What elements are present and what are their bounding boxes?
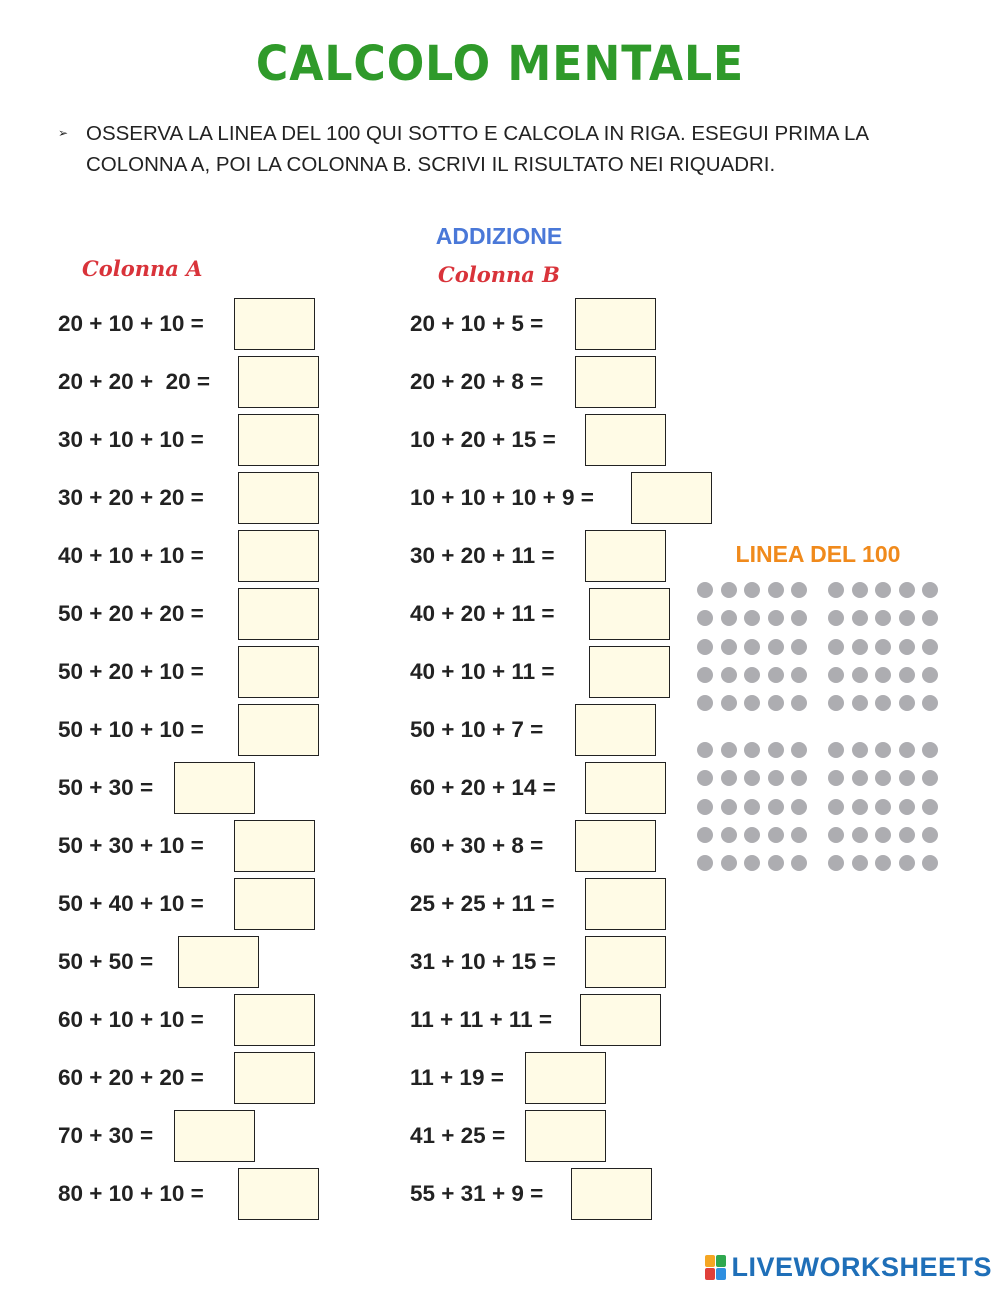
counting-dot-83 bbox=[875, 770, 891, 786]
counting-dot-20 bbox=[791, 667, 807, 683]
equation-b-7: 40 + 10 + 11 = bbox=[410, 659, 555, 684]
instruction bbox=[58, 118, 938, 180]
counting-dot-23 bbox=[744, 695, 760, 711]
counting-dot-91 bbox=[828, 827, 844, 843]
counting-dot-36 bbox=[828, 639, 844, 655]
counting-dot-75 bbox=[791, 855, 807, 871]
counting-dot-53 bbox=[744, 742, 760, 758]
counting-dot-96 bbox=[828, 855, 844, 871]
counting-dot-43 bbox=[875, 667, 891, 683]
counting-dot-52 bbox=[721, 742, 737, 758]
counting-dot-69 bbox=[768, 827, 784, 843]
counting-dot-37 bbox=[852, 639, 868, 655]
counting-dot-9 bbox=[768, 610, 784, 626]
counting-dot-41 bbox=[828, 667, 844, 683]
counting-dot-78 bbox=[875, 742, 891, 758]
linea-del-100-title: LINEA DEL 100 bbox=[735, 541, 901, 567]
answer-box-a-4[interactable] bbox=[238, 472, 319, 524]
counting-dot-66 bbox=[697, 827, 713, 843]
equation-a-16: 80 + 10 + 10 = bbox=[58, 1181, 204, 1206]
counting-dot-71 bbox=[697, 855, 713, 871]
counting-dot-34 bbox=[899, 610, 915, 626]
brand-name: LIVEWORKSHEETS bbox=[731, 1252, 992, 1282]
brand-mark-icon bbox=[705, 1255, 727, 1281]
counting-dot-16 bbox=[697, 667, 713, 683]
counting-dot-62 bbox=[721, 799, 737, 815]
equation-b-12: 31 + 10 + 15 = bbox=[410, 949, 556, 974]
counting-dot-81 bbox=[828, 770, 844, 786]
counting-dot-77 bbox=[852, 742, 868, 758]
counting-dot-33 bbox=[875, 610, 891, 626]
counting-dot-48 bbox=[875, 695, 891, 711]
counting-dot-54 bbox=[768, 742, 784, 758]
answer-box-a-9[interactable] bbox=[174, 762, 255, 814]
counting-dot-70 bbox=[791, 827, 807, 843]
equation-b-13: 11 + 11 + 11 = bbox=[410, 1007, 553, 1032]
equation-b-15: 41 + 25 = bbox=[410, 1123, 506, 1148]
counting-dot-100 bbox=[922, 855, 938, 871]
counting-dot-61 bbox=[697, 799, 713, 815]
counting-dot-99 bbox=[899, 855, 915, 871]
equation-a-5: 40 + 10 + 10 = bbox=[58, 543, 204, 568]
counting-dot-90 bbox=[922, 799, 938, 815]
answer-box-b-7[interactable] bbox=[589, 646, 670, 698]
counting-dot-12 bbox=[721, 639, 737, 655]
column-a-label: Colonna A bbox=[82, 256, 203, 281]
counting-dot-2 bbox=[721, 582, 737, 598]
answer-box-b-10[interactable] bbox=[575, 820, 656, 872]
counting-dot-28 bbox=[875, 582, 891, 598]
counting-dot-40 bbox=[922, 639, 938, 655]
counting-dot-18 bbox=[744, 667, 760, 683]
counting-dot-24 bbox=[768, 695, 784, 711]
counting-dot-76 bbox=[828, 742, 844, 758]
counting-dot-51 bbox=[697, 742, 713, 758]
equation-b-3: 10 + 20 + 15 = bbox=[410, 427, 556, 452]
answer-box-b-5[interactable] bbox=[585, 530, 666, 582]
equation-a-8: 50 + 10 + 10 = bbox=[58, 717, 204, 742]
answer-box-b-11[interactable] bbox=[585, 878, 666, 930]
counting-dot-25 bbox=[791, 695, 807, 711]
counting-dot-86 bbox=[828, 799, 844, 815]
answer-box-b-14[interactable] bbox=[525, 1052, 606, 1104]
counting-dot-38 bbox=[875, 639, 891, 655]
counting-dot-26 bbox=[828, 582, 844, 598]
answer-box-a-7[interactable] bbox=[238, 646, 319, 698]
counting-dot-74 bbox=[768, 855, 784, 871]
equation-b-5: 30 + 20 + 11 = bbox=[410, 543, 555, 568]
equation-b-1: 20 + 10 + 5 = bbox=[410, 311, 544, 336]
answer-box-a-15[interactable] bbox=[174, 1110, 255, 1162]
counting-dot-13 bbox=[744, 639, 760, 655]
counting-dot-14 bbox=[768, 639, 784, 655]
equation-b-14: 11 + 19 = bbox=[410, 1065, 504, 1090]
section-title: ADDIZIONE bbox=[435, 223, 563, 249]
equation-a-13: 60 + 10 + 10 = bbox=[58, 1007, 204, 1032]
counting-dot-49 bbox=[899, 695, 915, 711]
counting-dot-21 bbox=[697, 695, 713, 711]
counting-dot-79 bbox=[899, 742, 915, 758]
counting-dot-82 bbox=[852, 770, 868, 786]
counting-dot-98 bbox=[875, 855, 891, 871]
counting-dot-11 bbox=[697, 639, 713, 655]
equation-a-9: 50 + 30 = bbox=[58, 775, 154, 800]
equation-a-4: 30 + 20 + 20 = bbox=[58, 485, 204, 510]
counting-dot-42 bbox=[852, 667, 868, 683]
equation-a-7: 50 + 20 + 10 = bbox=[58, 659, 204, 684]
equation-b-9: 60 + 20 + 14 = bbox=[410, 775, 556, 800]
counting-dot-57 bbox=[721, 770, 737, 786]
counting-dot-22 bbox=[721, 695, 737, 711]
counting-dot-6 bbox=[697, 610, 713, 626]
answer-box-a-13[interactable] bbox=[234, 994, 315, 1046]
counting-dot-67 bbox=[721, 827, 737, 843]
equation-a-11: 50 + 40 + 10 = bbox=[58, 891, 204, 916]
counting-dot-7 bbox=[721, 610, 737, 626]
counting-dot-44 bbox=[899, 667, 915, 683]
counting-dot-27 bbox=[852, 582, 868, 598]
counting-dot-3 bbox=[744, 582, 760, 598]
answer-box-a-6[interactable] bbox=[238, 588, 319, 640]
counting-dot-47 bbox=[852, 695, 868, 711]
counting-dot-88 bbox=[875, 799, 891, 815]
counting-dot-94 bbox=[899, 827, 915, 843]
counting-dot-10 bbox=[791, 610, 807, 626]
counting-dot-89 bbox=[899, 799, 915, 815]
equation-a-3: 30 + 10 + 10 = bbox=[58, 427, 204, 452]
answer-box-a-2[interactable] bbox=[238, 356, 319, 408]
answer-box-b-2[interactable] bbox=[575, 356, 656, 408]
page-title: CALCOLO MENTALE bbox=[255, 36, 745, 92]
bullet-arrow-icon: ➢ bbox=[58, 126, 69, 140]
answer-box-b-16[interactable] bbox=[571, 1168, 652, 1220]
equation-a-6: 50 + 20 + 20 = bbox=[58, 601, 204, 626]
counting-dot-65 bbox=[791, 799, 807, 815]
counting-dot-56 bbox=[697, 770, 713, 786]
equation-b-4: 10 + 10 + 10 + 9 = bbox=[410, 485, 594, 510]
equation-b-11: 25 + 25 + 11 = bbox=[410, 891, 555, 916]
counting-dot-1 bbox=[697, 582, 713, 598]
counting-dot-80 bbox=[922, 742, 938, 758]
counting-dot-73 bbox=[744, 855, 760, 871]
counting-dot-19 bbox=[768, 667, 784, 683]
equation-b-6: 40 + 20 + 11 = bbox=[410, 601, 555, 626]
column-b-label: Colonna B bbox=[438, 262, 560, 287]
equation-a-12: 50 + 50 = bbox=[58, 949, 154, 974]
counting-dot-30 bbox=[922, 582, 938, 598]
counting-dot-45 bbox=[922, 667, 938, 683]
counting-dot-15 bbox=[791, 639, 807, 655]
equation-a-14: 60 + 20 + 20 = bbox=[58, 1065, 204, 1090]
counting-dot-97 bbox=[852, 855, 868, 871]
answer-box-a-16[interactable] bbox=[238, 1168, 319, 1220]
answer-box-b-4[interactable] bbox=[631, 472, 712, 524]
counting-dot-29 bbox=[899, 582, 915, 598]
equation-a-10: 50 + 30 + 10 = bbox=[58, 833, 204, 858]
equation-a-1: 20 + 10 + 10 = bbox=[58, 311, 204, 336]
brand-logo bbox=[705, 1252, 992, 1283]
answer-box-a-8[interactable] bbox=[238, 704, 319, 756]
counting-dot-35 bbox=[922, 610, 938, 626]
counting-dot-84 bbox=[899, 770, 915, 786]
answer-box-b-1[interactable] bbox=[575, 298, 656, 350]
answer-box-a-10[interactable] bbox=[234, 820, 315, 872]
answer-box-b-9[interactable] bbox=[585, 762, 666, 814]
counting-dot-68 bbox=[744, 827, 760, 843]
counting-dot-55 bbox=[791, 742, 807, 758]
equation-b-8: 50 + 10 + 7 = bbox=[410, 717, 544, 742]
counting-dot-4 bbox=[768, 582, 784, 598]
equation-b-10: 60 + 30 + 8 = bbox=[410, 833, 544, 858]
answer-box-a-5[interactable] bbox=[238, 530, 319, 582]
counting-dot-93 bbox=[875, 827, 891, 843]
counting-dot-5 bbox=[791, 582, 807, 598]
answer-box-b-3[interactable] bbox=[585, 414, 666, 466]
answer-box-a-14[interactable] bbox=[234, 1052, 315, 1104]
counting-dot-60 bbox=[791, 770, 807, 786]
answer-box-b-13[interactable] bbox=[580, 994, 661, 1046]
counting-dot-46 bbox=[828, 695, 844, 711]
counting-dot-85 bbox=[922, 770, 938, 786]
answer-box-b-12[interactable] bbox=[585, 936, 666, 988]
counting-dot-8 bbox=[744, 610, 760, 626]
counting-dot-31 bbox=[828, 610, 844, 626]
counting-dot-32 bbox=[852, 610, 868, 626]
counting-dot-17 bbox=[721, 667, 737, 683]
answer-box-a-3[interactable] bbox=[238, 414, 319, 466]
answer-box-a-11[interactable] bbox=[234, 878, 315, 930]
counting-dot-59 bbox=[768, 770, 784, 786]
counting-dot-95 bbox=[922, 827, 938, 843]
counting-dot-58 bbox=[744, 770, 760, 786]
counting-dot-50 bbox=[922, 695, 938, 711]
equation-b-2: 20 + 20 + 8 = bbox=[410, 369, 544, 394]
counting-dot-64 bbox=[768, 799, 784, 815]
equation-a-15: 70 + 30 = bbox=[58, 1123, 154, 1148]
counting-dot-72 bbox=[721, 855, 737, 871]
answer-box-b-8[interactable] bbox=[575, 704, 656, 756]
instruction-text: OSSERVA LA LINEA DEL 100 QUI SOTTO E CALCOLA IN RIGA. ESEGUI PRIMA LA COLONNA A, POI LA COLONNA B. SCRIVI IL RISULTATO NEI RIQUADRI. bbox=[86, 122, 868, 176]
equation-b-16: 55 + 31 + 9 = bbox=[410, 1181, 544, 1206]
answer-box-b-15[interactable] bbox=[525, 1110, 606, 1162]
answer-box-b-6[interactable] bbox=[589, 588, 670, 640]
counting-dot-39 bbox=[899, 639, 915, 655]
equation-a-2: 20 + 20 + 20 = bbox=[58, 369, 211, 394]
counting-dot-92 bbox=[852, 827, 868, 843]
answer-box-a-1[interactable] bbox=[234, 298, 315, 350]
counting-dot-63 bbox=[744, 799, 760, 815]
counting-dot-87 bbox=[852, 799, 868, 815]
answer-box-a-12[interactable] bbox=[178, 936, 259, 988]
